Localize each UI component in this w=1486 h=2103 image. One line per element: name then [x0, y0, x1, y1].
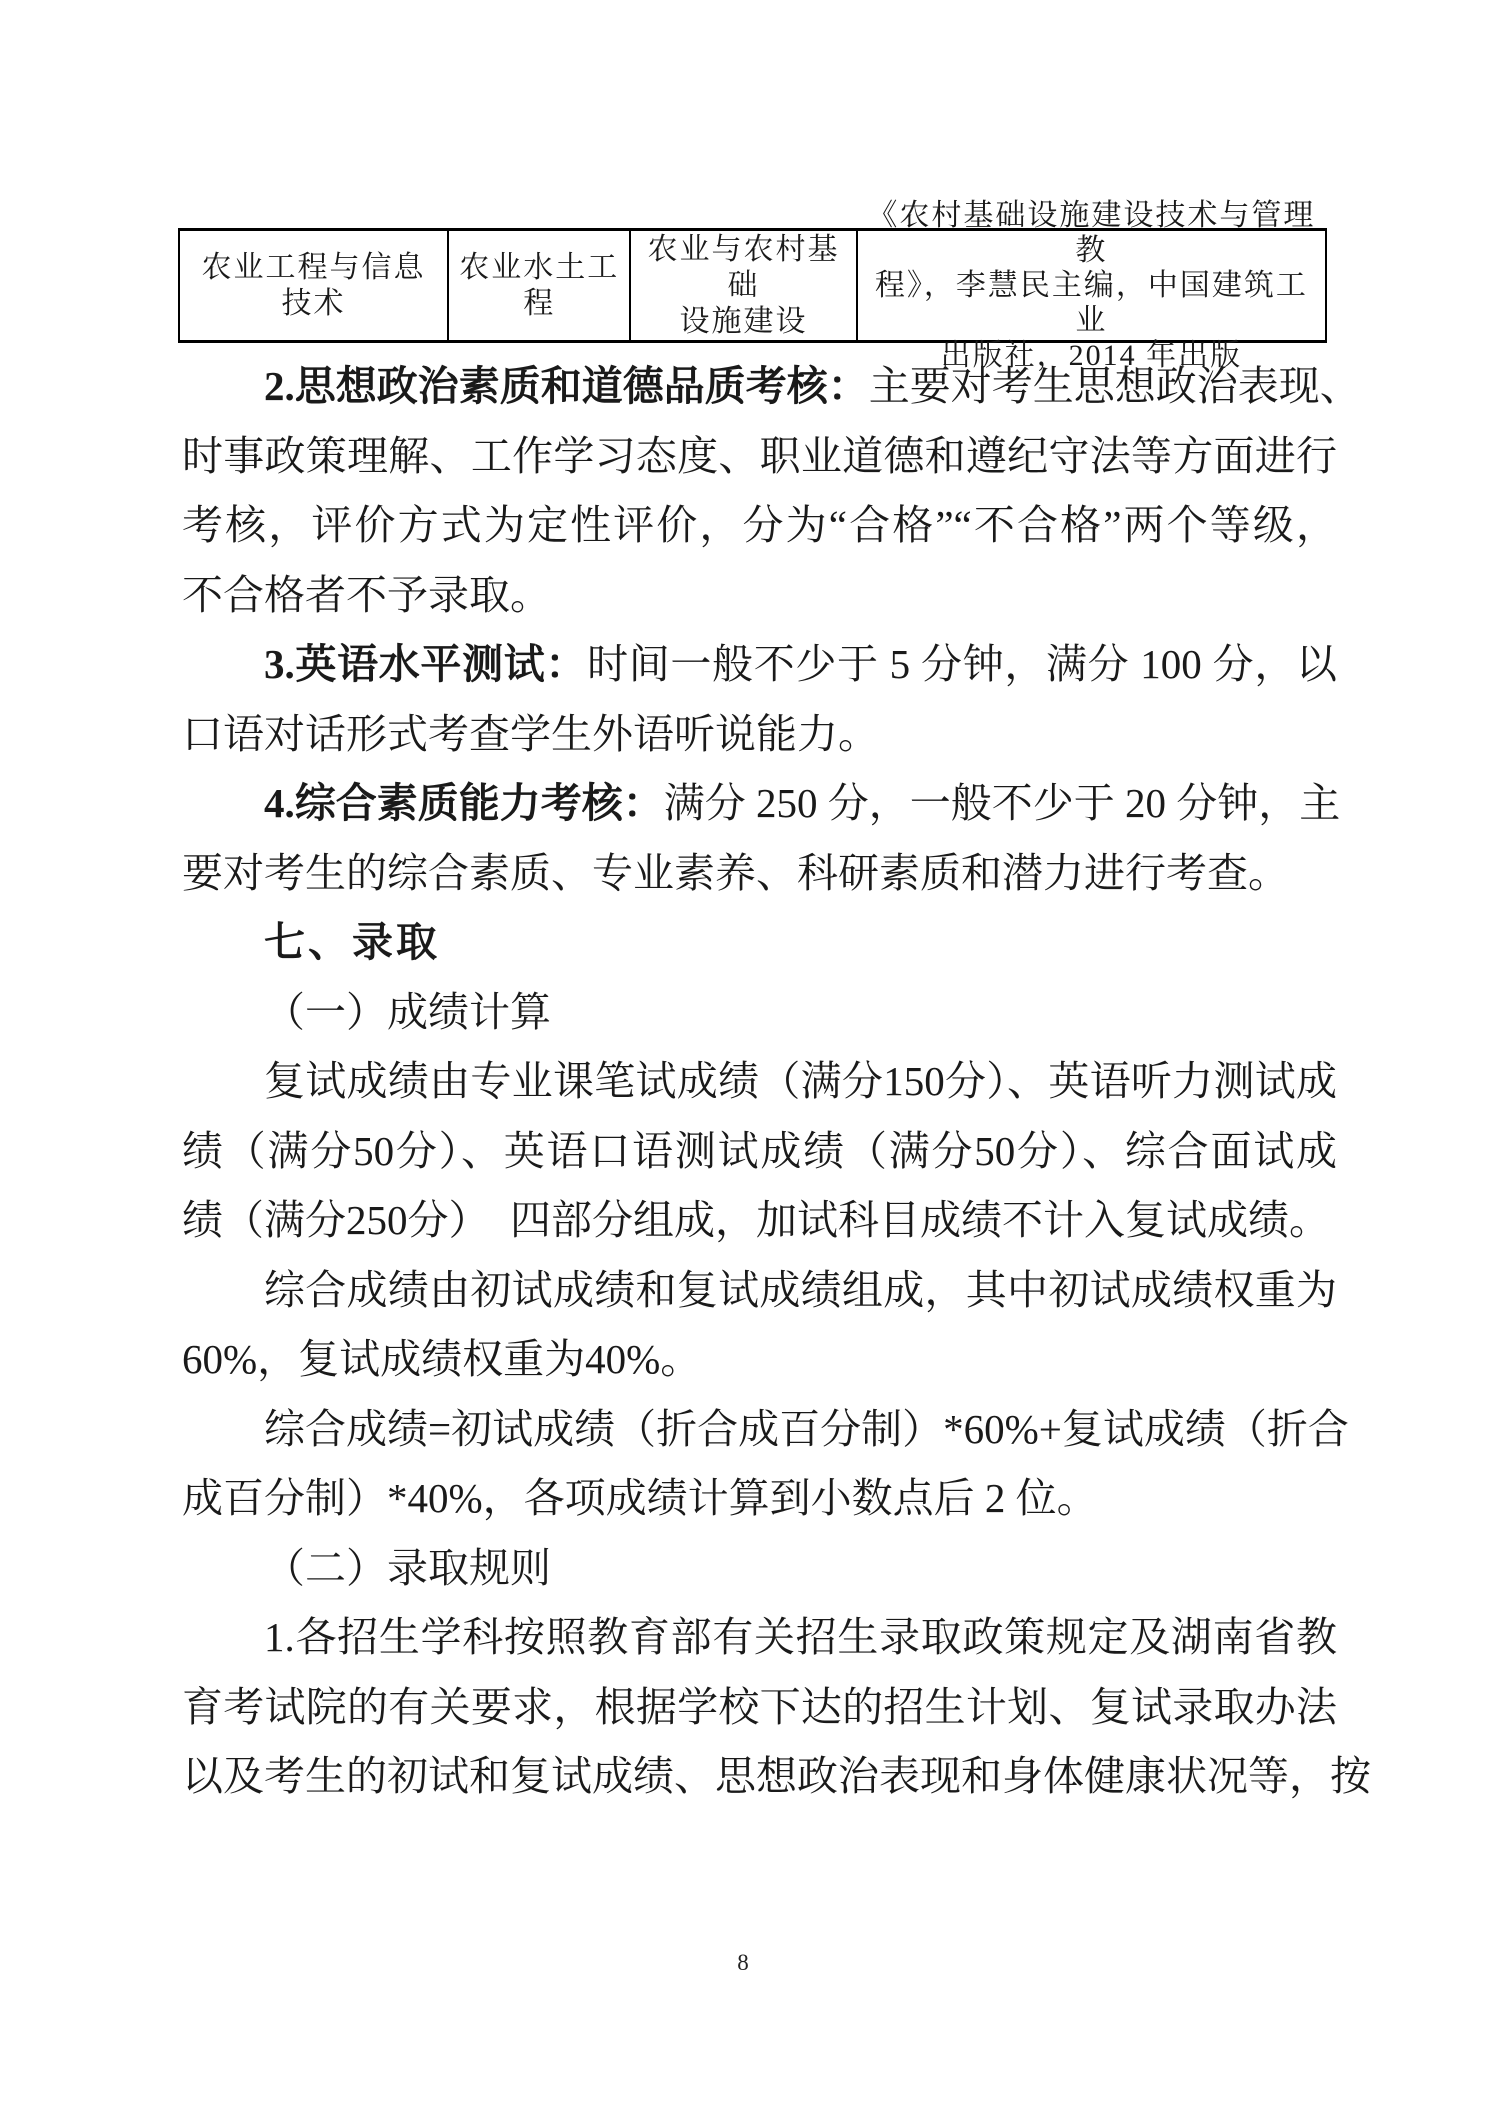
text-line: 复试成绩由专业课笔试成绩（满分150分）、英语听力测试成	[264, 1058, 1337, 1104]
subsection-heading: （一）成绩计算	[264, 988, 551, 1035]
paragraph-lead-bold: 3.英语水平测试：	[264, 641, 588, 687]
table-cell-line: 程》，李慧民主编，中国建筑工业	[874, 269, 1308, 337]
paragraph-lead-bold: 2.思想政治素质和道德品质考核：	[264, 363, 869, 409]
text-line: 以及考生的初试和复试成绩、思想政治表现和身体健康状况等，按	[182, 1753, 1371, 1799]
text-line: 时事政策理解、工作学习态度、职业道德和遵纪守法等方面进行	[182, 432, 1337, 479]
table-cell-line: 技术	[281, 286, 346, 320]
text-line: 绩（满分250分） 四部分组成，加试科目成绩不计入复试成绩。	[182, 1197, 1330, 1243]
subsection-heading: （二）录取规则	[264, 1544, 551, 1591]
text-line: 口语对话形式考查学生外语听说能力。	[182, 710, 879, 757]
paragraph-lead-bold: 4.综合素质能力考核：	[264, 780, 664, 826]
text-line: 考核，评价方式为定性评价，分为“合格”“不合格”两个等级，	[182, 502, 1337, 548]
text-line: 要对考生的综合素质、专业素养、科研素质和潜力进行考查。	[182, 849, 1289, 896]
text-run: 时间一般不少于 5 分钟，满分 100 分，以	[587, 641, 1338, 687]
text-line: 不合格者不予录取。	[182, 571, 551, 618]
page-number: 8	[737, 1950, 749, 1975]
section-heading: 七、录取	[264, 919, 440, 965]
table-cell-line: 《农村基础设施建设技术与管理教	[867, 199, 1316, 267]
table-cell-textbook	[858, 199, 1325, 372]
text-line	[182, 769, 1341, 839]
text-line: 成百分制）*40%，各项成绩计算到小数点后 2 位。	[182, 1475, 1098, 1521]
text-line	[182, 630, 1337, 700]
table-cell-line: 出版社，2014 年出版	[940, 339, 1243, 372]
table-cell-line: 设施建设	[679, 304, 808, 338]
body-text	[182, 352, 1371, 1812]
table-cell-line: 农业与农村基础	[647, 232, 840, 302]
table-cell-line: 农业水土工程	[459, 250, 620, 320]
text-line: 绩（满分50分）、英语口语测试成绩（满分50分）、综合面试成	[182, 1127, 1337, 1174]
table-cell-discipline	[180, 231, 449, 340]
text-line: 1.各招生学科按照教育部有关招生录取政策规定及湖南省教	[264, 1614, 1337, 1660]
table-cell-major	[449, 231, 631, 340]
text-line: 综合成绩由初试成绩和复试成绩组成，其中初试成绩权重为	[264, 1266, 1337, 1313]
textbook-table	[178, 199, 1327, 372]
text-line	[182, 352, 1361, 422]
text-run: 主要对考生思想政治表现、	[868, 363, 1361, 409]
text-line: 育考试院的有关要求，根据学校下达的招生计划、复试录取办法	[182, 1683, 1337, 1730]
table-cell-subject	[631, 231, 857, 340]
text-line: 综合成绩=初试成绩（折合成百分制）*60%+复试成绩（折合	[264, 1405, 1349, 1452]
text-line: 60%，复试成绩权重为40%。	[182, 1336, 702, 1382]
table-cell-line: 农业工程与信息	[201, 250, 426, 284]
text-run: 满分 250 分，一般不少于 20 分钟，主	[663, 780, 1341, 826]
